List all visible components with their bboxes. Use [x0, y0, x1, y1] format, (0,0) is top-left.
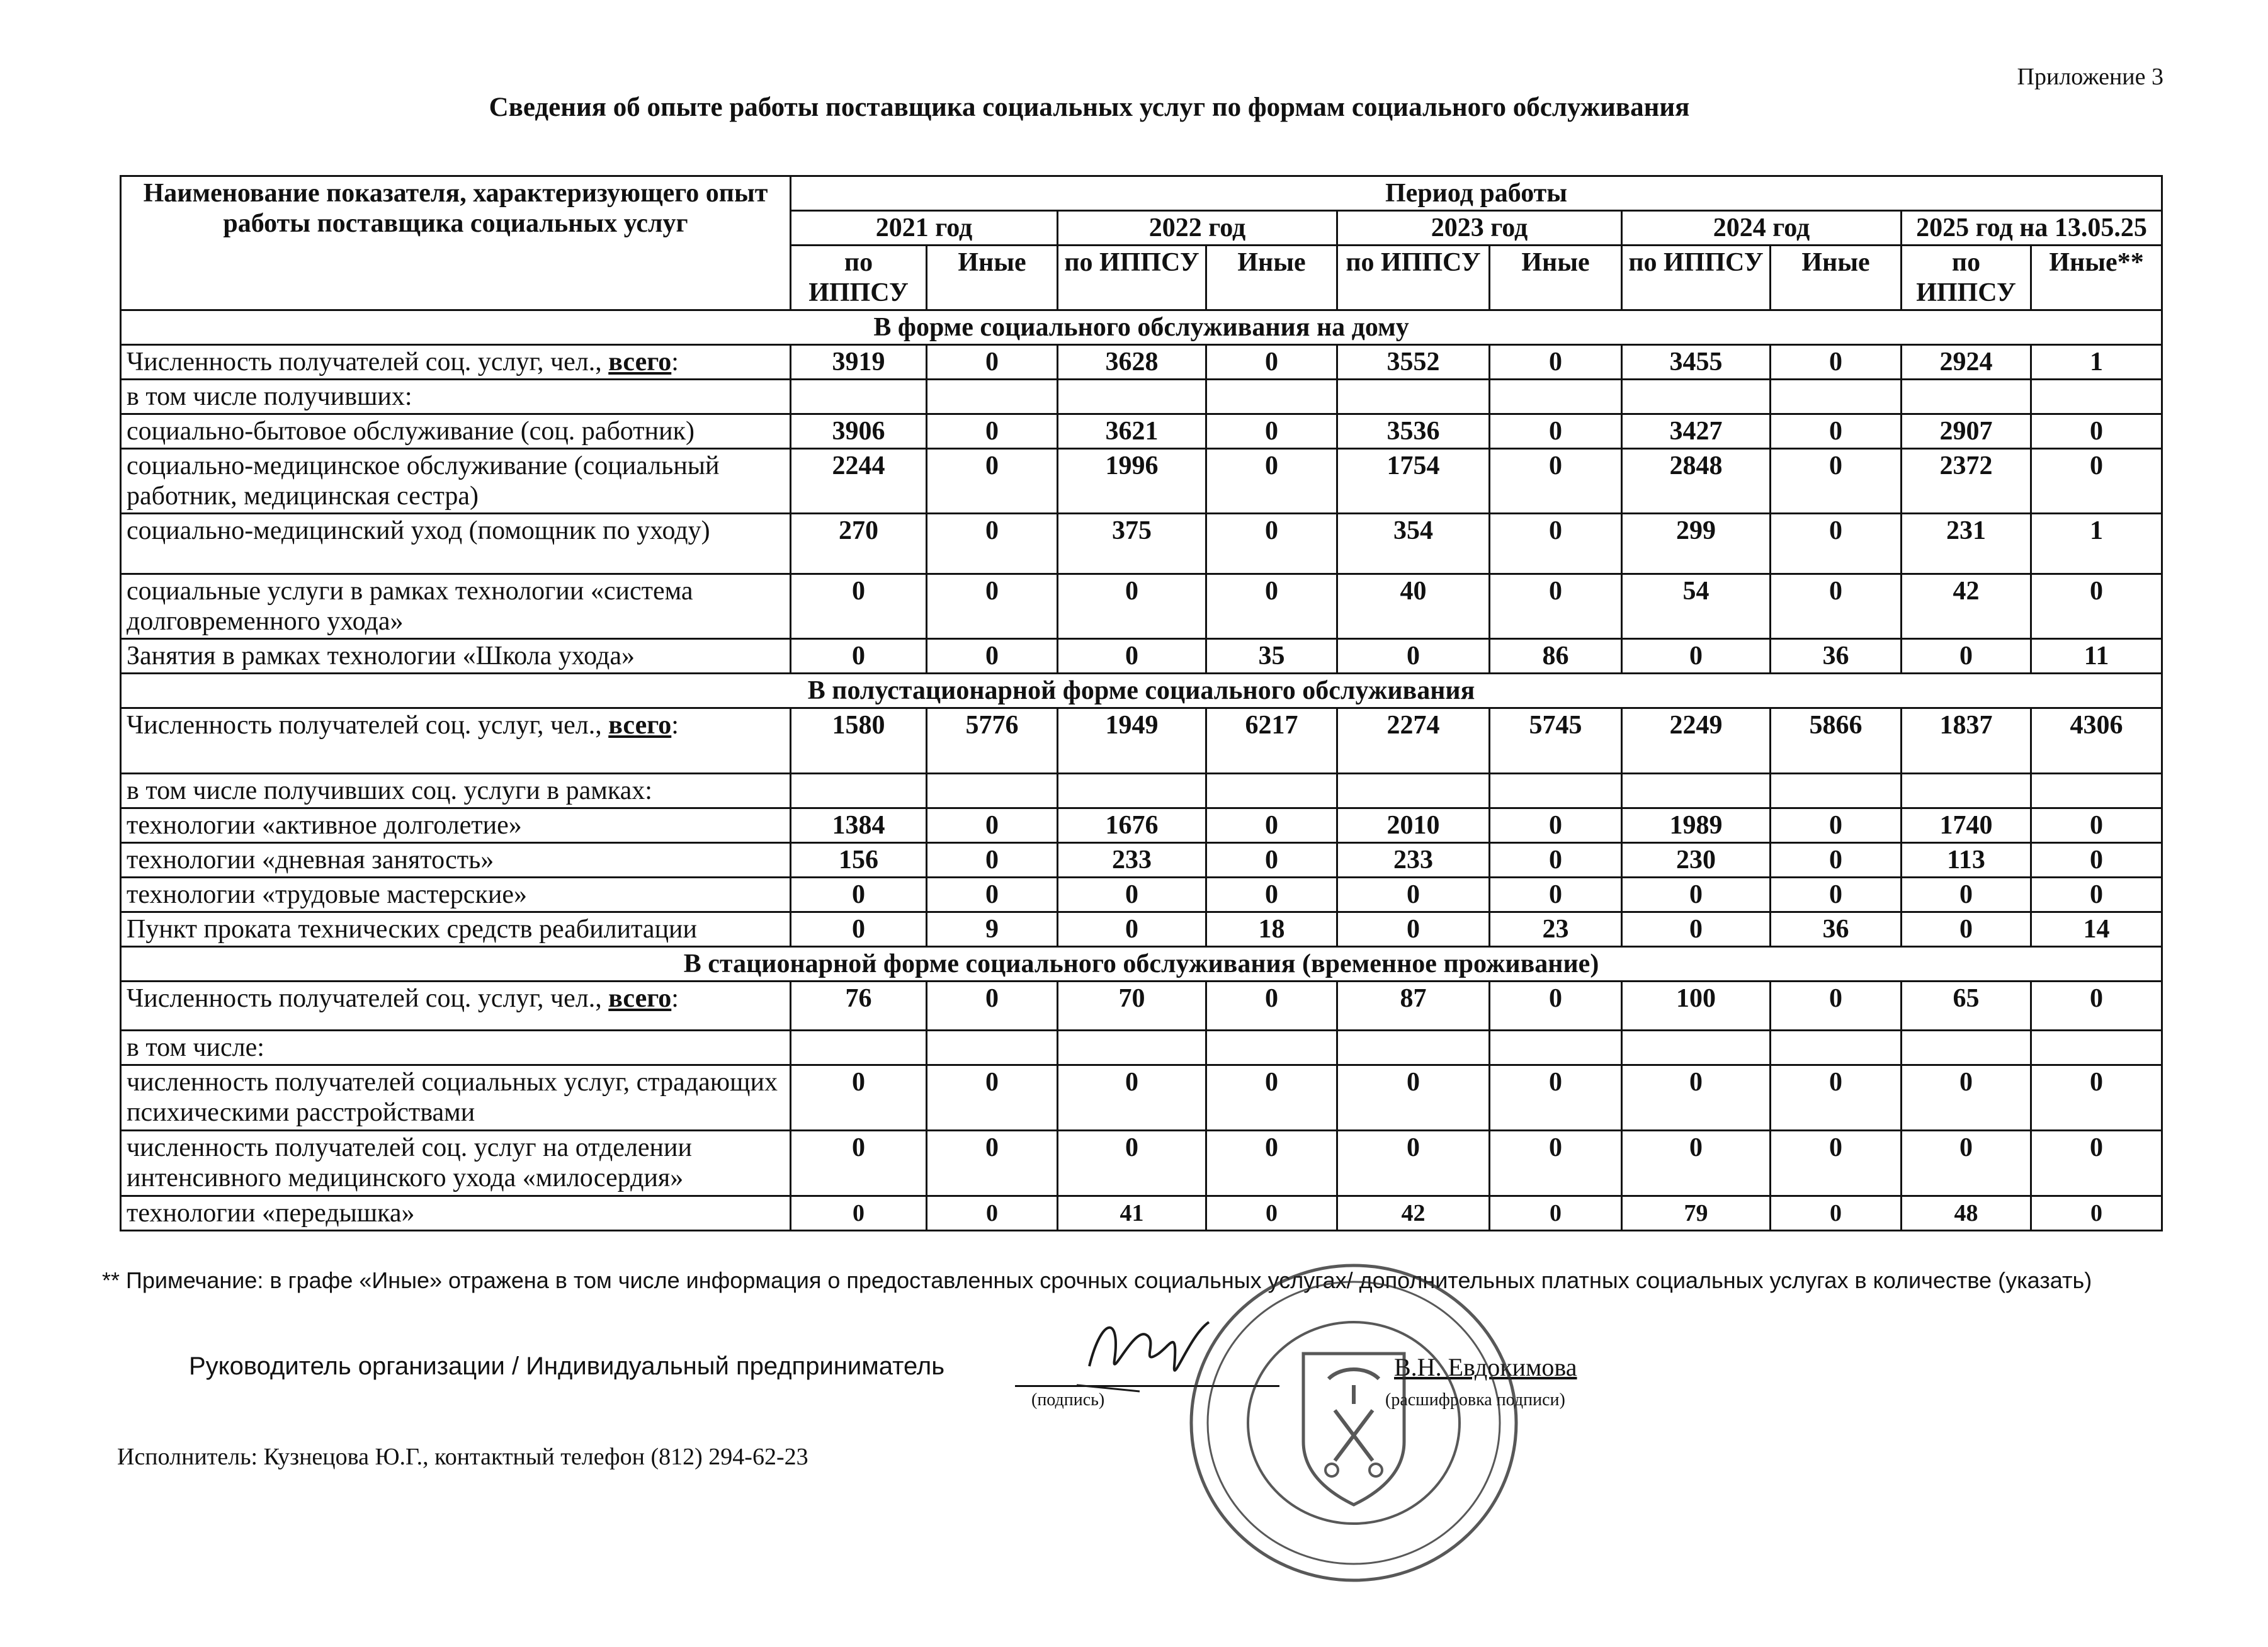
other-value-cell [2031, 1031, 2162, 1065]
row-label-tail: : [671, 711, 679, 740]
ippsu-value-cell: 1989 [1622, 808, 1771, 843]
ippsu-value-cell [1337, 774, 1490, 808]
official-seal-icon [1177, 1253, 1530, 1593]
ippsu-value-cell [1622, 774, 1771, 808]
ippsu-value-cell: 0 [791, 1065, 927, 1131]
other-value-cell: 0 [1206, 982, 1337, 1031]
ippsu-value-cell: 156 [791, 843, 927, 878]
other-value-cell: 86 [1490, 639, 1622, 674]
other-subheader: Иные [1771, 246, 1902, 310]
ippsu-value-cell: 354 [1337, 514, 1490, 574]
row-label [121, 414, 791, 449]
other-value-cell: 5745 [1490, 708, 1622, 774]
other-value-cell [927, 1031, 1058, 1065]
ippsu-value-cell [1622, 380, 1771, 414]
ippsu-value-cell: 0 [1902, 639, 2031, 674]
other-value-cell: 0 [1490, 574, 1622, 639]
row-label-text: Численность получателей соц. услуг, чел., [127, 984, 609, 1013]
other-value-cell: 0 [1490, 878, 1622, 912]
table-row [121, 514, 2162, 574]
row-label [121, 1031, 791, 1065]
row-label-text: технологии «дневная занятость» [127, 846, 494, 874]
other-value-cell: 0 [927, 1196, 1058, 1231]
other-value-cell: 0 [1771, 514, 1902, 574]
other-value-cell: 0 [1771, 1131, 1902, 1196]
row-label-emphasis: всего [608, 711, 672, 740]
other-value-cell: 0 [2031, 1196, 2162, 1231]
other-value-cell: 0 [2031, 1131, 2162, 1196]
ippsu-value-cell [1337, 1031, 1490, 1065]
ippsu-value-cell: 1580 [791, 708, 927, 774]
ippsu-value-cell: 3919 [791, 345, 927, 380]
ippsu-value-cell: 1384 [791, 808, 927, 843]
ippsu-value-cell: 0 [791, 574, 927, 639]
row-label [121, 1065, 791, 1131]
ippsu-value-cell: 2249 [1622, 708, 1771, 774]
other-value-cell: 0 [1490, 414, 1622, 449]
ippsu-value-cell [1902, 380, 2031, 414]
other-value-cell: 0 [1206, 345, 1337, 380]
row-label [121, 843, 791, 878]
signer-name-caption: (расшифровка подписи) [1385, 1390, 1565, 1410]
other-value-cell: 0 [1490, 514, 1622, 574]
other-value-cell [1206, 774, 1337, 808]
other-value-cell [1771, 774, 1902, 808]
other-value-cell: 0 [1771, 345, 1902, 380]
ippsu-value-cell: 3536 [1337, 414, 1490, 449]
row-label-text: в том числе: [127, 1033, 264, 1062]
ippsu-value-cell [1058, 774, 1206, 808]
ippsu-value-cell: 113 [1902, 843, 2031, 878]
row-label-text: технологии «трудовые мастерские» [127, 880, 527, 909]
period-header: Период работы [791, 176, 2162, 211]
ippsu-value-cell: 42 [1902, 574, 2031, 639]
ippsu-value-cell: 2274 [1337, 708, 1490, 774]
row-label-tail: : [671, 984, 679, 1013]
ippsu-value-cell: 0 [791, 1196, 927, 1231]
table-row [121, 1065, 2162, 1131]
row-label [121, 982, 791, 1031]
table-row [121, 380, 2162, 414]
ippsu-value-cell: 0 [1058, 912, 1206, 947]
ippsu-value-cell: 87 [1337, 982, 1490, 1031]
other-value-cell: 9 [927, 912, 1058, 947]
other-value-cell: 0 [1771, 1065, 1902, 1131]
ippsu-value-cell: 0 [1058, 639, 1206, 674]
other-value-cell: 36 [1771, 912, 1902, 947]
ippsu-value-cell: 70 [1058, 982, 1206, 1031]
ippsu-value-cell [1058, 1031, 1206, 1065]
row-label [121, 1196, 791, 1231]
ippsu-value-cell: 3628 [1058, 345, 1206, 380]
ippsu-value-cell: 2924 [1902, 345, 2031, 380]
year-header: 2023 год [1337, 211, 1622, 246]
ippsu-value-cell [1902, 1031, 2031, 1065]
ippsu-value-cell: 231 [1902, 514, 2031, 574]
other-value-cell: 18 [1206, 912, 1337, 947]
other-subheader: Иные** [2031, 246, 2162, 310]
ippsu-value-cell: 0 [1337, 639, 1490, 674]
other-value-cell: 0 [1771, 878, 1902, 912]
ippsu-value-cell: 42 [1337, 1196, 1490, 1231]
row-label-text: Численность получателей соц. услуг, чел., [127, 348, 609, 376]
other-value-cell: 0 [2031, 1065, 2162, 1131]
ippsu-value-cell: 0 [1337, 1065, 1490, 1131]
table-row [121, 449, 2162, 514]
ippsu-value-cell: 1754 [1337, 449, 1490, 514]
table-row [121, 982, 2162, 1031]
ippsu-value-cell [1058, 380, 1206, 414]
other-value-cell: 0 [927, 843, 1058, 878]
ippsu-subheader: по ИППСУ [1058, 246, 1206, 310]
ippsu-value-cell: 3552 [1337, 345, 1490, 380]
other-value-cell: 0 [1490, 1065, 1622, 1131]
ippsu-value-cell: 3455 [1622, 345, 1771, 380]
ippsu-value-cell: 230 [1622, 843, 1771, 878]
ippsu-value-cell: 1676 [1058, 808, 1206, 843]
ippsu-value-cell: 0 [1622, 912, 1771, 947]
other-value-cell: 0 [927, 878, 1058, 912]
row-label-text: социально-медицинский уход (помощник по уходу) [127, 516, 710, 545]
signer-role: Руководитель организации / Индивидуальный предприниматель [189, 1352, 945, 1380]
ippsu-value-cell: 2907 [1902, 414, 2031, 449]
ippsu-value-cell: 0 [1058, 1065, 1206, 1131]
table-row [121, 1196, 2162, 1231]
row-label [121, 1131, 791, 1196]
other-value-cell: 0 [1771, 843, 1902, 878]
other-value-cell: 0 [1771, 414, 1902, 449]
other-subheader: Иные [1490, 246, 1622, 310]
table-row [121, 345, 2162, 380]
row-label [121, 808, 791, 843]
other-value-cell: 0 [927, 1131, 1058, 1196]
other-value-cell: 0 [927, 639, 1058, 674]
ippsu-value-cell: 270 [791, 514, 927, 574]
ippsu-value-cell: 0 [1337, 1131, 1490, 1196]
table-row [121, 708, 2162, 774]
ippsu-value-cell [791, 1031, 927, 1065]
ippsu-value-cell: 100 [1622, 982, 1771, 1031]
other-value-cell [1206, 1031, 1337, 1065]
table-row [121, 574, 2162, 639]
ippsu-value-cell: 0 [1622, 1065, 1771, 1131]
table-row [121, 774, 2162, 808]
ippsu-value-cell: 0 [1622, 639, 1771, 674]
appendix-label: Приложение 3 [2017, 64, 2163, 90]
footnote: ** Примечание: в графе «Иные» отражена в том числе информация о предоставленных срочных социальных услугах/ дополнительных платных социальных услугах в количестве (указать) [102, 1267, 2092, 1293]
row-label [121, 639, 791, 674]
other-value-cell: 1 [2031, 345, 2162, 380]
table-row [121, 1031, 2162, 1065]
other-value-cell: 0 [1771, 982, 1902, 1031]
data-table [120, 175, 2163, 1231]
other-value-cell: 0 [1771, 808, 1902, 843]
other-value-cell: 0 [1771, 574, 1902, 639]
ippsu-value-cell: 0 [1058, 878, 1206, 912]
row-label-text: технологии «активное долголетие» [127, 811, 522, 840]
table-row [121, 843, 2162, 878]
ippsu-value-cell [1337, 380, 1490, 414]
ippsu-value-cell: 0 [791, 639, 927, 674]
other-value-cell [1771, 1031, 1902, 1065]
section-header: В полустационарной форме социального обслуживания [121, 674, 2162, 708]
table-row [121, 808, 2162, 843]
other-value-cell [1490, 380, 1622, 414]
ippsu-value-cell [1902, 774, 2031, 808]
table-row [121, 912, 2162, 947]
row-label-text: социально-медицинское обслуживание (социальный работник, медицинская сестра) [127, 451, 720, 511]
other-value-cell: 4306 [2031, 708, 2162, 774]
ippsu-value-cell: 79 [1622, 1196, 1771, 1231]
other-value-cell [1771, 380, 1902, 414]
ippsu-value-cell: 0 [791, 878, 927, 912]
row-label-text: Численность получателей соц. услуг, чел., [127, 711, 609, 740]
ippsu-value-cell: 233 [1058, 843, 1206, 878]
ippsu-value-cell: 0 [1058, 1131, 1206, 1196]
other-value-cell: 0 [927, 808, 1058, 843]
other-value-cell: 0 [1206, 414, 1337, 449]
ippsu-value-cell: 65 [1902, 982, 2031, 1031]
other-value-cell: 0 [1206, 449, 1337, 514]
row-label-text: технологии «передышка» [127, 1199, 415, 1228]
other-value-cell: 0 [1206, 574, 1337, 639]
ippsu-value-cell: 0 [1337, 878, 1490, 912]
other-value-cell [927, 380, 1058, 414]
other-value-cell: 0 [1206, 808, 1337, 843]
other-value-cell: 0 [1490, 982, 1622, 1031]
other-value-cell: 0 [1206, 878, 1337, 912]
other-value-cell: 0 [1490, 1131, 1622, 1196]
row-label-text: социально-бытовое обслуживание (соц. работник) [127, 417, 695, 446]
ippsu-value-cell: 2244 [791, 449, 927, 514]
other-value-cell: 0 [1206, 1196, 1337, 1231]
other-value-cell: 0 [1490, 808, 1622, 843]
other-value-cell [2031, 774, 2162, 808]
other-value-cell [1490, 774, 1622, 808]
ippsu-value-cell: 3621 [1058, 414, 1206, 449]
other-value-cell: 0 [927, 414, 1058, 449]
ippsu-value-cell: 1996 [1058, 449, 1206, 514]
ippsu-value-cell: 76 [791, 982, 927, 1031]
ippsu-value-cell: 0 [1622, 1131, 1771, 1196]
ippsu-subheader: по ИППСУ [1337, 246, 1490, 310]
row-label-text: Занятия в рамках технологии «Школа ухода» [127, 642, 635, 671]
ippsu-value-cell: 0 [1902, 1131, 2031, 1196]
other-value-cell: 35 [1206, 639, 1337, 674]
ippsu-value-cell: 2010 [1337, 808, 1490, 843]
ippsu-value-cell: 40 [1337, 574, 1490, 639]
other-value-cell: 0 [927, 1065, 1058, 1131]
row-label [121, 514, 791, 574]
year-header: 2021 год [791, 211, 1058, 246]
row-label-emphasis: всего [608, 984, 672, 1013]
other-value-cell: 0 [1490, 449, 1622, 514]
ippsu-value-cell [791, 380, 927, 414]
other-value-cell: 0 [2031, 574, 2162, 639]
row-label [121, 912, 791, 947]
other-value-cell: 0 [1206, 843, 1337, 878]
other-value-cell: 0 [1771, 1196, 1902, 1231]
executor-contact: Исполнитель: Кузнецова Ю.Г., контактный телефон (812) 294-62-23 [117, 1444, 808, 1470]
other-value-cell: 0 [2031, 843, 2162, 878]
other-value-cell [2031, 380, 2162, 414]
other-value-cell: 0 [927, 449, 1058, 514]
other-value-cell: 5866 [1771, 708, 1902, 774]
ippsu-value-cell: 3906 [791, 414, 927, 449]
ippsu-value-cell: 233 [1337, 843, 1490, 878]
row-label [121, 449, 791, 514]
table-row [121, 878, 2162, 912]
ippsu-value-cell: 54 [1622, 574, 1771, 639]
other-value-cell: 0 [2031, 414, 2162, 449]
other-value-cell: 36 [1771, 639, 1902, 674]
row-label-text: Пункт проката технических средств реабилитации [127, 915, 697, 944]
ippsu-subheader: по ИППСУ [1622, 246, 1771, 310]
other-value-cell: 0 [2031, 878, 2162, 912]
table-row [121, 639, 2162, 674]
other-value-cell: 0 [2031, 982, 2162, 1031]
row-label-text: численность получателей социальных услуг, страдающих психическими расстройствами [127, 1068, 778, 1127]
other-value-cell: 0 [927, 345, 1058, 380]
ippsu-value-cell: 41 [1058, 1196, 1206, 1231]
other-value-cell: 0 [2031, 808, 2162, 843]
ippsu-value-cell: 299 [1622, 514, 1771, 574]
ippsu-value-cell: 0 [791, 1131, 927, 1196]
ippsu-subheader: по ИППСУ [1902, 246, 2031, 310]
other-value-cell: 0 [927, 982, 1058, 1031]
other-value-cell [1490, 1031, 1622, 1065]
ippsu-value-cell: 0 [1902, 912, 2031, 947]
other-value-cell: 6217 [1206, 708, 1337, 774]
signature-caption: (подпись) [1031, 1390, 1105, 1410]
row-label [121, 878, 791, 912]
other-value-cell: 11 [2031, 639, 2162, 674]
section-header: В форме социального обслуживания на дому [121, 310, 2162, 345]
other-subheader: Иные [1206, 246, 1337, 310]
ippsu-value-cell: 2848 [1622, 449, 1771, 514]
row-label [121, 708, 791, 774]
other-value-cell: 23 [1490, 912, 1622, 947]
ippsu-value-cell: 0 [1058, 574, 1206, 639]
ippsu-value-cell: 0 [1337, 912, 1490, 947]
ippsu-value-cell: 0 [1902, 878, 2031, 912]
ippsu-value-cell: 1837 [1902, 708, 2031, 774]
other-value-cell: 0 [1206, 1131, 1337, 1196]
row-label [121, 380, 791, 414]
ippsu-value-cell: 1740 [1902, 808, 2031, 843]
row-label-tail: : [671, 348, 679, 376]
other-value-cell: 14 [2031, 912, 2162, 947]
other-value-cell: 0 [927, 574, 1058, 639]
row-label-emphasis: всего [608, 348, 672, 376]
other-value-cell: 0 [1771, 449, 1902, 514]
ippsu-value-cell: 0 [791, 912, 927, 947]
signer-name: В.Н. Евдокимова [1394, 1353, 1577, 1381]
section-header: В стационарной форме социального обслуживания (временное проживание) [121, 947, 2162, 982]
row-label-text: социальные услуги в рамках технологии «система долговременного ухода» [127, 577, 693, 636]
row-label-text: численность получателей соц. услуг на отделении интенсивного медицинского ухода «милосердия» [127, 1133, 692, 1192]
other-value-cell: 0 [1206, 514, 1337, 574]
document-title: Сведения об опыте работы поставщика социальных услуг по формам социального обслуживания [489, 93, 1690, 122]
row-label [121, 345, 791, 380]
row-label-text: в том числе получивших соц. услуги в рамках: [127, 776, 652, 805]
other-value-cell: 0 [927, 514, 1058, 574]
name-column-header: Наименование показателя, характеризующего опыт работы поставщика социальных услуг [121, 176, 791, 310]
ippsu-value-cell: 3427 [1622, 414, 1771, 449]
ippsu-value-cell: 2372 [1902, 449, 2031, 514]
ippsu-value-cell: 375 [1058, 514, 1206, 574]
other-value-cell: 0 [1490, 1196, 1622, 1231]
ippsu-value-cell: 48 [1902, 1196, 2031, 1231]
ippsu-value-cell [791, 774, 927, 808]
table-row [121, 414, 2162, 449]
ippsu-value-cell [1622, 1031, 1771, 1065]
other-value-cell: 0 [2031, 449, 2162, 514]
other-value-cell: 0 [1206, 1065, 1337, 1131]
row-label [121, 574, 791, 639]
table-row [121, 1131, 2162, 1196]
year-header: 2025 год на 13.05.25 [1902, 211, 2162, 246]
ippsu-subheader: по ИППСУ [791, 246, 927, 310]
year-header: 2024 год [1622, 211, 1902, 246]
other-value-cell [1206, 380, 1337, 414]
row-label-text: в том числе получивших: [127, 382, 412, 411]
other-subheader: Иные [927, 246, 1058, 310]
other-value-cell: 0 [1490, 843, 1622, 878]
row-label [121, 774, 791, 808]
other-value-cell: 5776 [927, 708, 1058, 774]
ippsu-value-cell: 0 [1902, 1065, 2031, 1131]
other-value-cell: 0 [1490, 345, 1622, 380]
ippsu-value-cell: 1949 [1058, 708, 1206, 774]
other-value-cell: 1 [2031, 514, 2162, 574]
year-header: 2022 год [1058, 211, 1337, 246]
ippsu-value-cell: 0 [1622, 878, 1771, 912]
other-value-cell [927, 774, 1058, 808]
